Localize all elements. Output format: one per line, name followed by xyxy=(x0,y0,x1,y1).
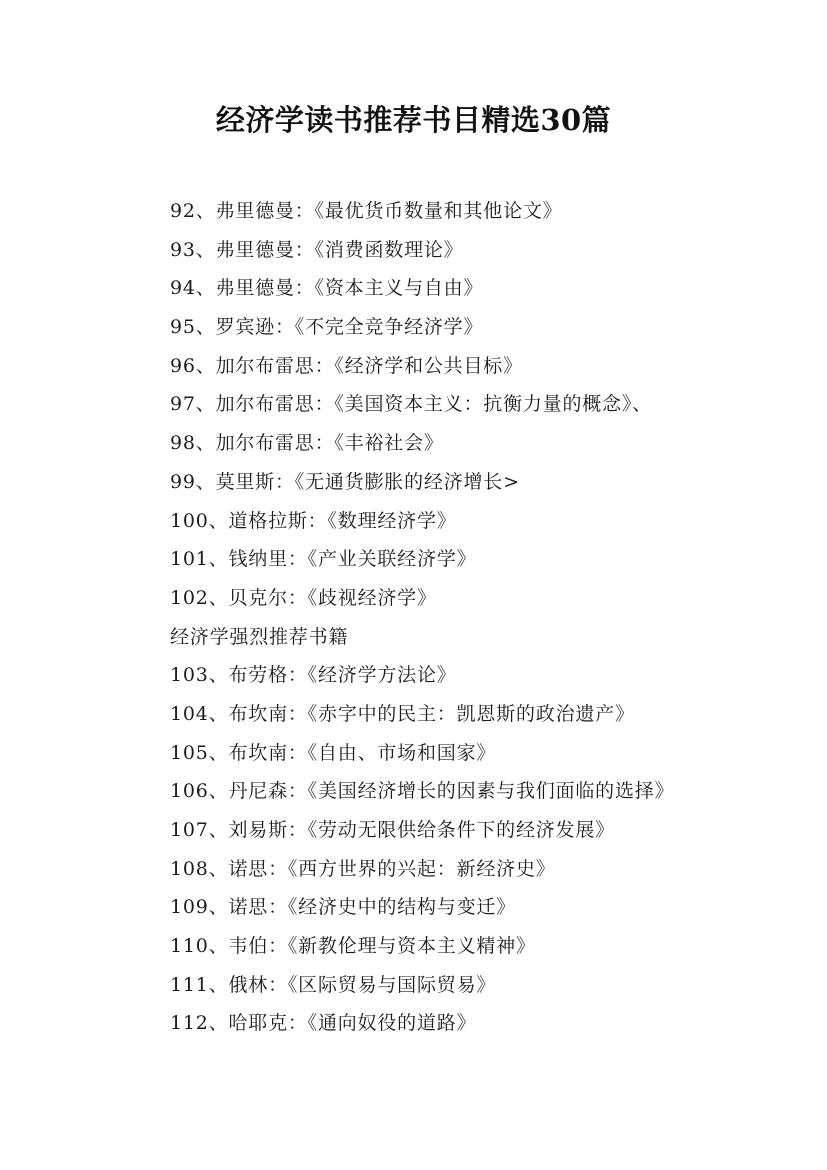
list-item: 101、钱纳里：《产业关联经济学》 xyxy=(170,548,477,571)
list-item: 108、诺思：《西方世界的兴起：新经济史》 xyxy=(170,857,556,880)
list-item: 92、弗里德曼：《最优货币数量和其他论文》 xyxy=(170,200,563,222)
list-item: 102、贝克尔：《歧视经济学》 xyxy=(170,586,437,609)
list-item: 106、丹尼森：《美国经济增长的因素与我们面临的选择》 xyxy=(170,780,675,803)
list-item: 95、罗宾逊：《不完全竞争经济学》 xyxy=(170,316,484,339)
list-item: 94、弗里德曼：《资本主义与自由》 xyxy=(170,277,484,300)
list-item: 99、莫里斯：《无通货膨胀的经济增长> xyxy=(170,470,520,493)
list-item: 107、刘易斯：《劳动无限供给条件下的经济发展》 xyxy=(170,819,615,841)
list-item: 100、道格拉斯：《数理经济学》 xyxy=(170,509,457,532)
list-item: 96、加尔布雷思：《经济学和公共目标》 xyxy=(170,354,523,377)
list-item: 109、诺思：《经济史中的结构与变迁》 xyxy=(170,896,516,919)
book-list xyxy=(170,196,810,1047)
list-item: 98、加尔布雷思：《丰裕社会》 xyxy=(170,432,444,455)
list-item: 104、布坎南：《赤字中的民主：凯恩斯的政治遗产》 xyxy=(170,702,635,725)
list-item: 93、弗里德曼：《消费函数理论》 xyxy=(170,238,464,261)
list-item: 97、加尔布雷思：《美国资本主义：抗衡力量的概念》、 xyxy=(170,393,652,416)
section-heading: 经济学强烈推荐书籍 xyxy=(170,625,349,648)
list-item: 110、韦伯：《新教伦理与资本主义精神》 xyxy=(170,935,536,958)
list-item: 103、布劳格：《经济学方法论》 xyxy=(170,664,457,687)
list-item: 112、哈耶克：《通向奴役的道路》 xyxy=(170,1012,477,1035)
list-item: 105、布坎南：《自由、市场和国家》 xyxy=(170,741,497,764)
page-title: 经济学读书推荐书目精选30篇 xyxy=(215,103,612,137)
list-item: 111、俄林：《区际贸易与国际贸易》 xyxy=(170,973,497,996)
